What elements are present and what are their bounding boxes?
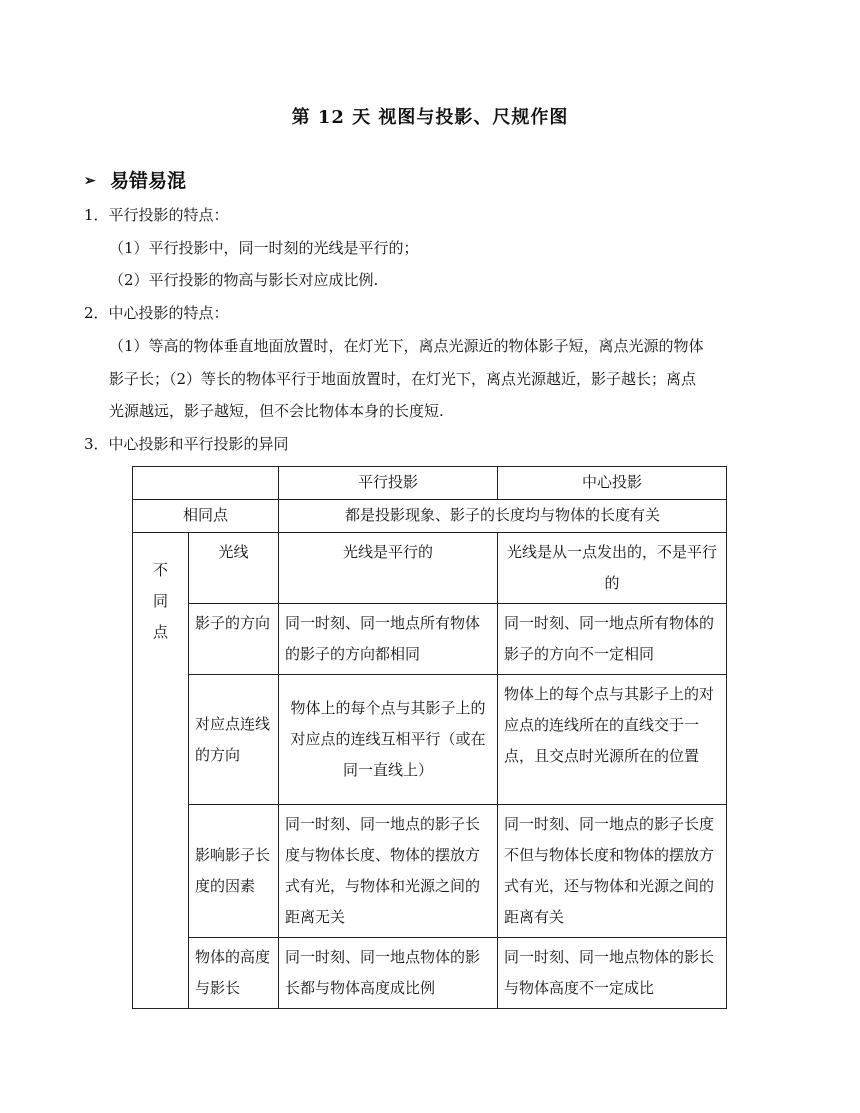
item-1-point-1: （1）平行投影中，同一时刻的光线是平行的； (109, 239, 419, 257)
comparison-table (132, 466, 727, 1009)
row-line-direction-central: 物体上的每个点与其影子上的对应点的连线所在的直线交于一点，且交点时光源所在的位置 (498, 675, 727, 805)
section-heading (84, 166, 186, 193)
row-light-central: 光线是从一点发出的，不是平行的 (498, 533, 727, 604)
diff-label (133, 533, 189, 1009)
table-row (133, 604, 727, 675)
row-line-direction-parallel: 物体上的每个点与其影子上的对应点的连线互相平行（或在同一直线上） (279, 675, 498, 805)
row-label-length-factors: 影响影子长度的因素 (189, 805, 279, 938)
row-shadow-direction-central: 同一时刻、同一地点所有物体的影子的方向不一定相同 (498, 604, 727, 675)
section-heading-text: 易错易混 (110, 170, 187, 192)
row-shadow-direction-parallel: 同一时刻、同一地点所有物体的影子的方向都相同 (279, 604, 498, 675)
row-label-light: 光线 (189, 533, 279, 604)
row-label-line-direction: 对应点连线的方向 (189, 675, 279, 805)
item-3-heading: 3．中心投影和平行投影的异同 (84, 435, 289, 453)
same-label: 相同点 (133, 500, 279, 533)
table-row (133, 675, 727, 805)
row-light-parallel: 光线是平行的 (279, 533, 498, 604)
header-central: 中心投影 (498, 467, 727, 500)
row-height-shadow-central: 同一时刻、同一地点物体的影长与物体高度不一定成比 (498, 938, 727, 1009)
row-label-shadow-direction: 影子的方向 (189, 604, 279, 675)
row-length-factors-parallel: 同一时刻、同一地点的影子长度与物体长度、物体的摆放方式有光，与物体和光源之间的距离无关 (279, 805, 498, 938)
header-parallel: 平行投影 (279, 467, 498, 500)
table-row-same (133, 500, 727, 533)
same-text: 都是投影现象、影子的长度均与物体的长度有关 (279, 500, 727, 533)
table-corner-cell (133, 467, 279, 500)
table-row (133, 533, 727, 604)
diff-label-text: 不同点 (153, 561, 169, 641)
row-length-factors-central: 同一时刻、同一地点的影子长度不但与物体长度和物体的摆放方式有光，还与物体和光源之间的距离有关 (498, 805, 727, 938)
row-height-shadow-parallel: 同一时刻、同一地点物体的影长都与物体高度成比例 (279, 938, 498, 1009)
table-row (133, 805, 727, 938)
item-2-paragraph-line-1: （1）等高的物体垂直地面放置时，在灯光下，离点光源近的物体影子短，离点光源的物体 (109, 337, 704, 355)
page-title: 第 12 天 视图与投影、尺规作图 (291, 107, 569, 128)
item-2-paragraph-line-3: 光源越远，影子越短，但不会比物体本身的长度短. (109, 402, 444, 420)
table-header-row (133, 467, 727, 500)
item-2-heading: 2．中心投影的特点： (84, 304, 229, 322)
item-2-paragraph-line-2: 影子长；（2）等长的物体平行于地面放置时，在灯光下，离点光源越近，影子越长；离点 (109, 370, 697, 388)
item-1-point-2: （2）平行投影的物高与影长对应成比例. (109, 271, 379, 289)
row-label-height-shadow: 物体的高度与影长 (189, 938, 279, 1009)
item-1-heading: 1．平行投影的特点： (84, 206, 229, 224)
table-row (133, 938, 727, 1009)
arrow-bullet-icon: ➢ (84, 173, 96, 189)
